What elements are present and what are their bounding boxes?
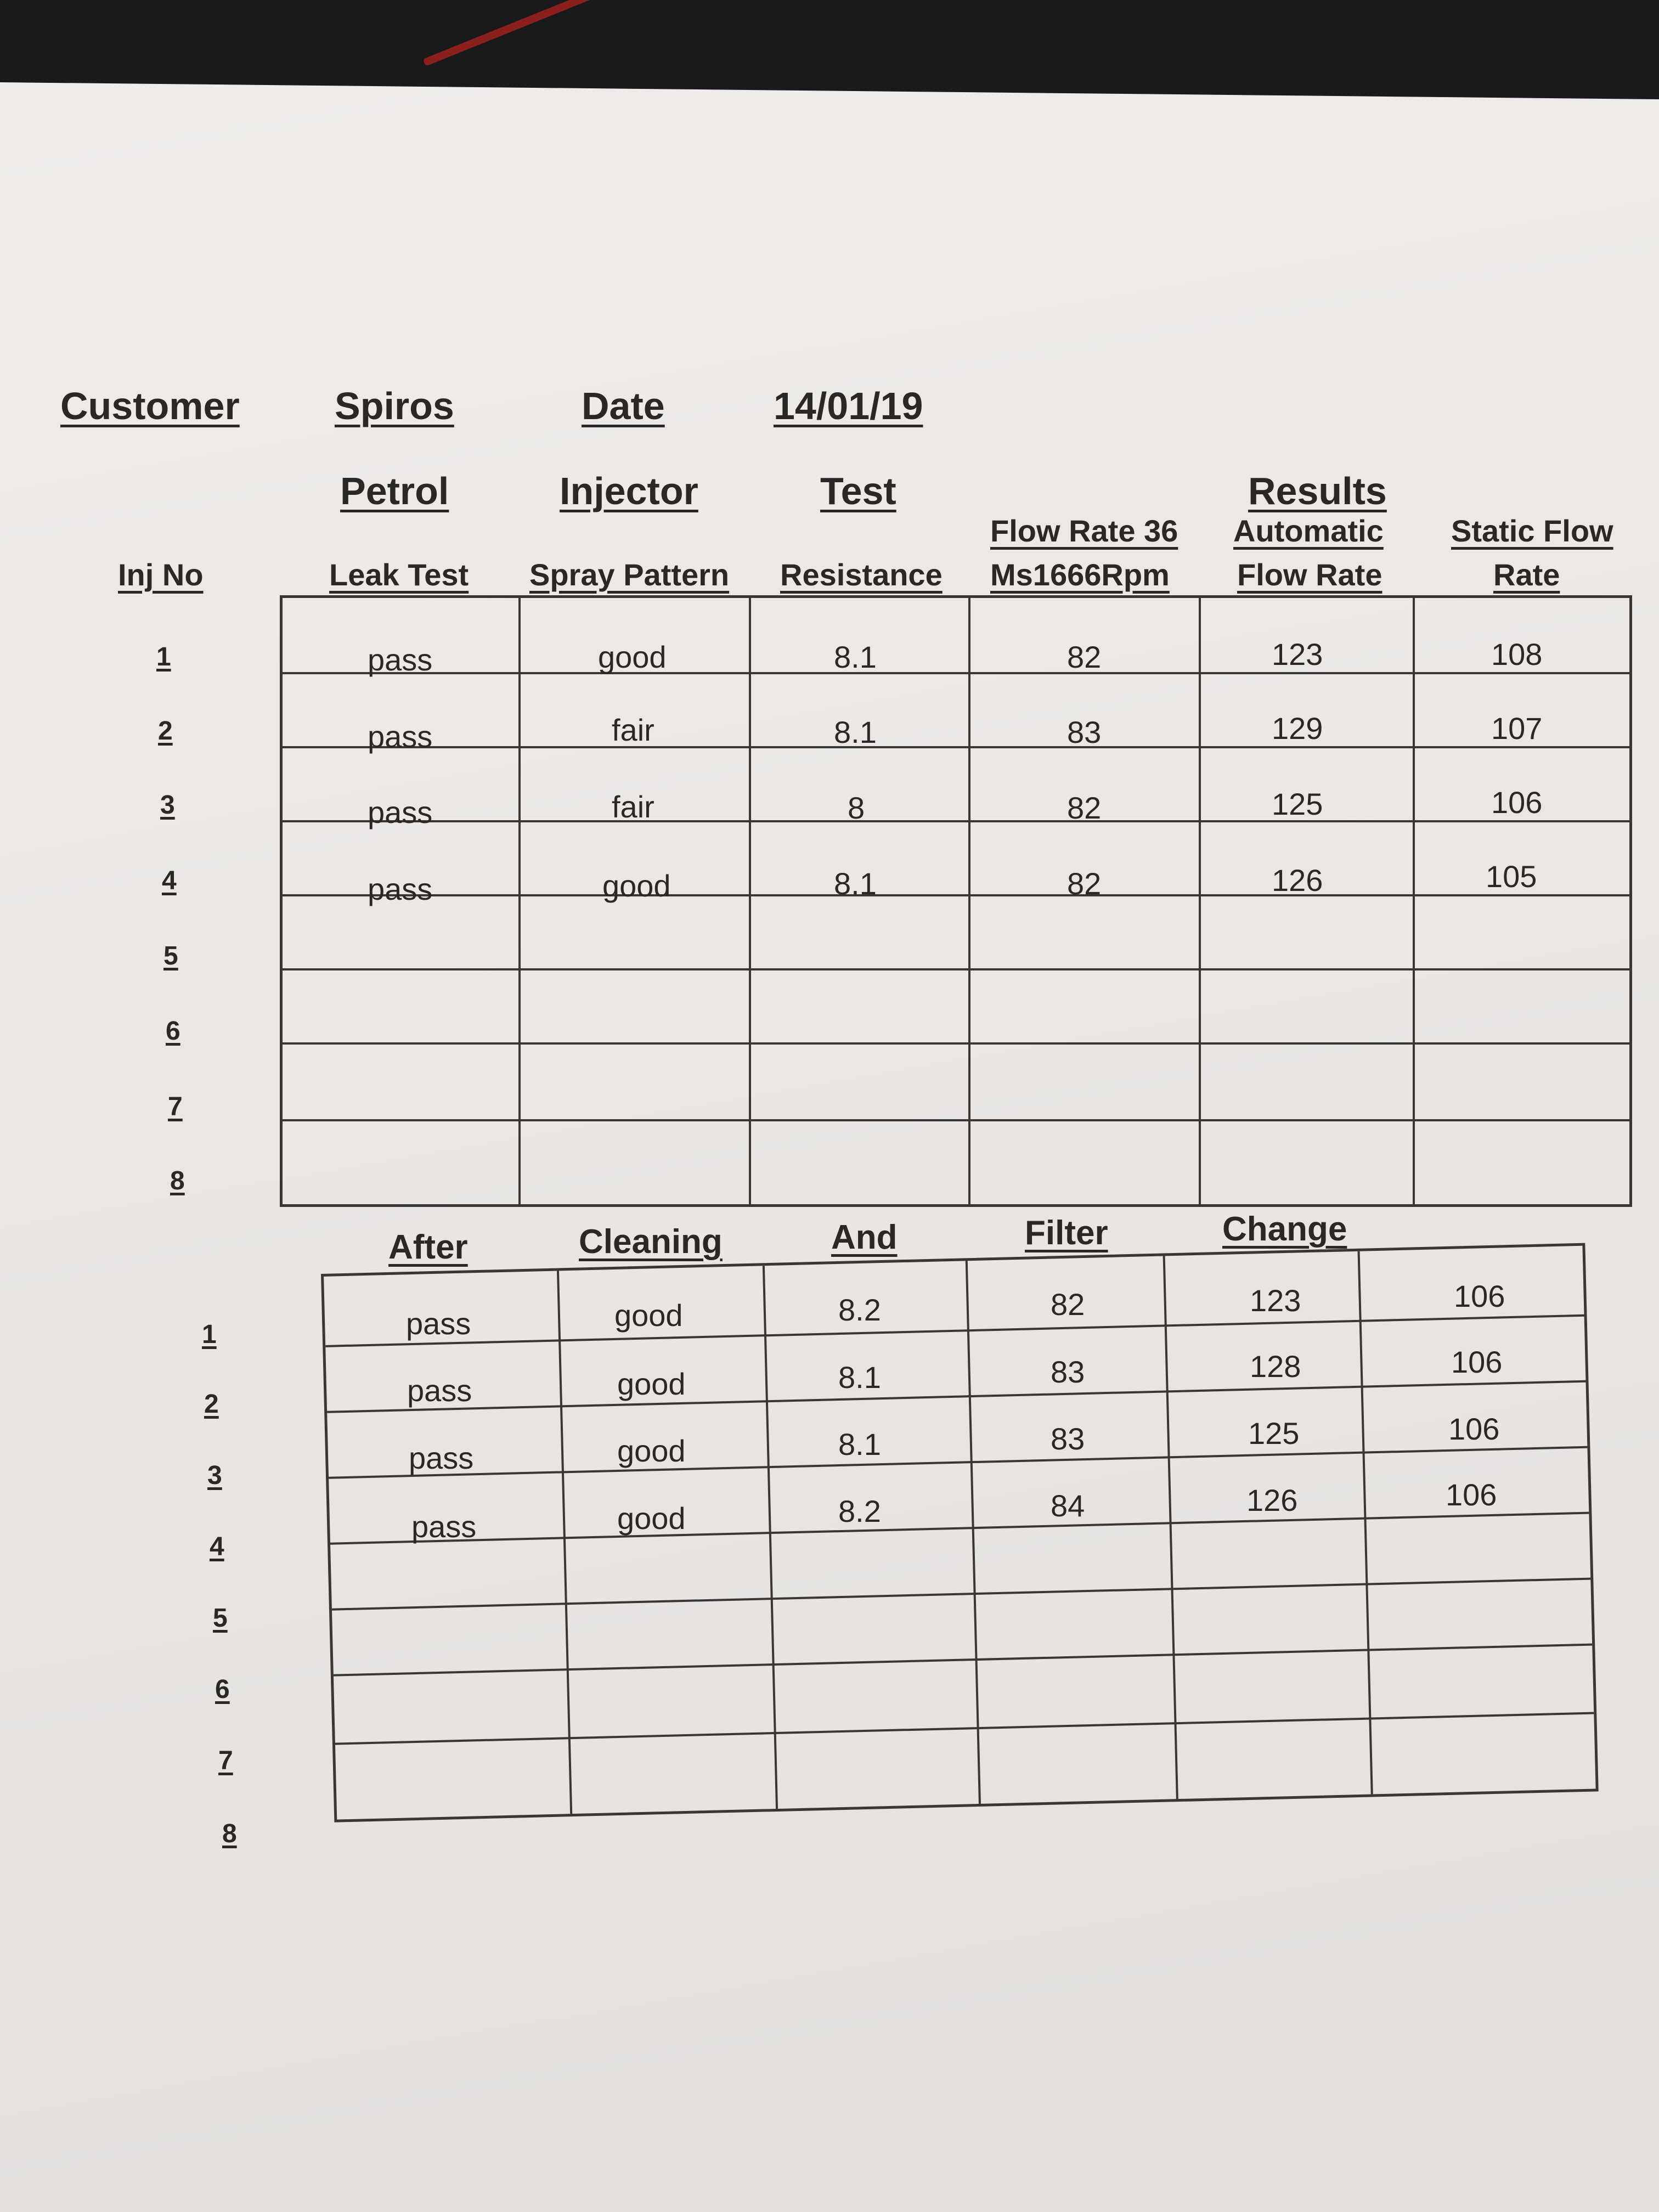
- row-number: 5: [213, 1604, 228, 1633]
- row-number: 8: [222, 1819, 237, 1848]
- after-heading-word: After: [388, 1228, 468, 1266]
- row-number: 5: [163, 941, 178, 970]
- cell-auto: 123: [1250, 1283, 1301, 1318]
- cell-static: 108: [1491, 637, 1543, 672]
- cell-spray: fair: [612, 789, 654, 824]
- row-number: 7: [218, 1746, 233, 1775]
- cell-auto: 125: [1248, 1416, 1300, 1451]
- cell-leak: pass: [368, 642, 433, 677]
- after-heading-word: Filter: [1025, 1214, 1108, 1252]
- cell-leak: pass: [368, 872, 433, 906]
- cell-auto: 129: [1272, 711, 1323, 746]
- cell-flow: 83: [1051, 1355, 1085, 1389]
- after-results-table: [321, 1243, 1599, 1822]
- col-inj-no: Inj No: [118, 557, 204, 592]
- cell-auto: 123: [1272, 637, 1323, 672]
- cell-spray: good: [602, 868, 671, 903]
- cell-spray: good: [617, 1367, 686, 1401]
- col-spray-pattern: Spray Pattern: [529, 557, 730, 592]
- col-auto-line1: Automatic: [1233, 514, 1384, 548]
- cell-leak: pass: [368, 719, 433, 754]
- row-number: 1: [202, 1320, 217, 1349]
- cell-flow: 84: [1051, 1488, 1085, 1523]
- row-number: 6: [215, 1675, 230, 1704]
- cell-auto: 128: [1250, 1349, 1301, 1384]
- cell-flow: 83: [1051, 1421, 1085, 1456]
- before-results-table: [280, 595, 1632, 1207]
- cell-spray: good: [598, 640, 667, 674]
- cell-auto: 126: [1272, 863, 1323, 898]
- cell-resistance: 8.1: [838, 1360, 881, 1395]
- cell-flow: 82: [1067, 640, 1102, 674]
- cell-leak: pass: [409, 1441, 474, 1475]
- row-number: 4: [210, 1532, 224, 1561]
- cell-spray: good: [617, 1501, 686, 1536]
- cell-spray: good: [614, 1298, 683, 1333]
- title-word-results: Results: [1248, 470, 1387, 512]
- after-heading-word: Cleaning: [579, 1223, 723, 1261]
- cell-static: 105: [1486, 859, 1537, 894]
- cell-static: 106: [1491, 785, 1543, 820]
- cell-static: 107: [1491, 711, 1543, 746]
- cell-leak: pass: [411, 1509, 477, 1544]
- cell-static: 106: [1446, 1477, 1497, 1512]
- date-label: Date: [582, 385, 665, 427]
- customer-value: Spiros: [335, 385, 454, 427]
- background-cable: [422, 0, 608, 66]
- after-heading-word: And: [831, 1218, 898, 1256]
- row-number: 2: [158, 716, 173, 746]
- title-word-petrol: Petrol: [340, 470, 449, 512]
- col-resistance: Resistance: [780, 557, 943, 592]
- row-number: 8: [170, 1166, 185, 1195]
- col-flow-rate-line2: Ms1666Rpm: [990, 557, 1170, 592]
- date-value: 14/01/19: [774, 385, 923, 427]
- after-heading-word: Change: [1222, 1210, 1347, 1248]
- col-auto-line2: Flow Rate: [1237, 557, 1383, 592]
- row-number: 4: [162, 866, 177, 895]
- cell-flow: 82: [1067, 791, 1102, 825]
- row-number: 6: [166, 1017, 180, 1046]
- row-number: 3: [207, 1461, 222, 1490]
- col-static-line1: Static Flow: [1451, 514, 1613, 548]
- cell-resistance: 8.1: [834, 866, 877, 901]
- col-leak-test: Leak Test: [329, 557, 469, 592]
- customer-label: Customer: [60, 385, 240, 427]
- cell-resistance: 8: [848, 791, 865, 825]
- cell-resistance: 8.1: [834, 715, 877, 749]
- title-word-test: Test: [820, 470, 896, 512]
- cell-resistance: 8.2: [838, 1494, 881, 1528]
- cell-resistance: 8.1: [838, 1427, 881, 1462]
- cell-flow: 83: [1067, 715, 1102, 749]
- cell-static: 106: [1454, 1279, 1505, 1313]
- cell-static: 106: [1451, 1345, 1503, 1379]
- cell-leak: pass: [407, 1373, 472, 1408]
- cell-leak: pass: [368, 795, 433, 830]
- cell-auto: 125: [1272, 787, 1323, 821]
- row-number: 1: [156, 642, 171, 672]
- row-number: 3: [160, 791, 175, 820]
- cell-resistance: 8.1: [834, 640, 877, 674]
- col-static-line2: Rate: [1493, 557, 1560, 592]
- cell-spray: good: [617, 1434, 686, 1468]
- col-flow-rate-line1: Flow Rate 36: [990, 514, 1178, 548]
- cell-spray: fair: [612, 713, 654, 747]
- cell-flow: 82: [1051, 1287, 1085, 1322]
- cell-leak: pass: [406, 1306, 471, 1341]
- row-number: 7: [168, 1092, 183, 1121]
- row-number: 2: [204, 1390, 219, 1419]
- title-word-injector: Injector: [560, 470, 698, 512]
- cell-resistance: 8.2: [838, 1293, 881, 1327]
- cell-static: 106: [1448, 1412, 1500, 1446]
- cell-auto: 126: [1246, 1483, 1298, 1517]
- cell-flow: 82: [1067, 866, 1102, 901]
